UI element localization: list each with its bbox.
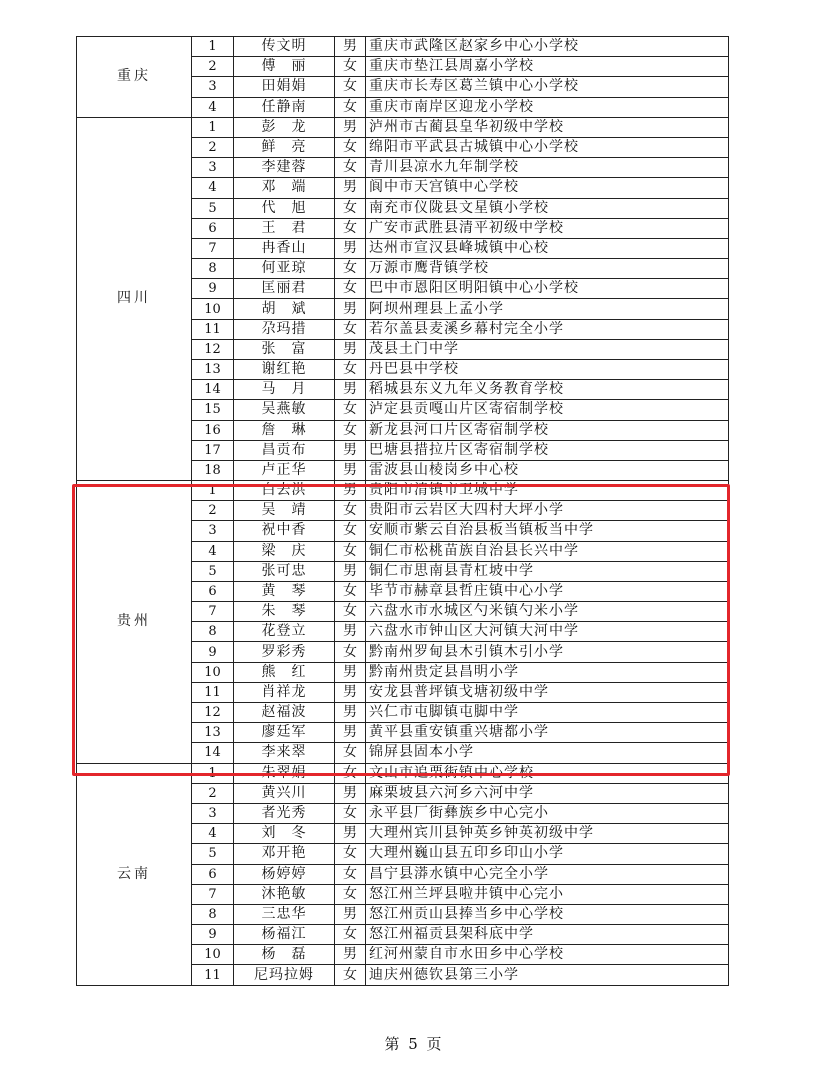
row-number: 18 bbox=[192, 460, 234, 480]
teacher-gender: 男 bbox=[335, 904, 366, 924]
school-name: 稻城县东义九年义务教育学校 bbox=[366, 380, 729, 400]
school-name: 绵阳市平武县古城镇中心小学校 bbox=[366, 137, 729, 157]
teacher-gender: 女 bbox=[335, 319, 366, 339]
row-number: 13 bbox=[192, 723, 234, 743]
row-number: 7 bbox=[192, 884, 234, 904]
row-number: 9 bbox=[192, 925, 234, 945]
teacher-gender: 女 bbox=[335, 259, 366, 279]
province-name: 四川 bbox=[117, 290, 151, 307]
school-name: 雷波县山棱岗乡中心校 bbox=[366, 460, 729, 480]
school-name: 万源市鹰背镇学校 bbox=[366, 259, 729, 279]
teacher-gender: 女 bbox=[335, 77, 366, 97]
school-name: 重庆市垫江县周嘉小学校 bbox=[366, 57, 729, 77]
teacher-gender: 男 bbox=[335, 37, 366, 57]
teacher-name: 卢正华 bbox=[234, 460, 335, 480]
school-name: 六盘水市钟山区大河镇大河中学 bbox=[366, 622, 729, 642]
teacher-name: 梁 庆 bbox=[234, 541, 335, 561]
school-name: 南充市仪陇县文星镇小学校 bbox=[366, 198, 729, 218]
teacher-name: 杨 磊 bbox=[234, 945, 335, 965]
school-name: 黔南州贵定县昌明小学 bbox=[366, 662, 729, 682]
row-number: 5 bbox=[192, 198, 234, 218]
teacher-gender: 女 bbox=[335, 844, 366, 864]
school-name: 迪庆州德钦县第三小学 bbox=[366, 965, 729, 985]
school-name: 红河州蒙自市水田乡中心学校 bbox=[366, 945, 729, 965]
row-number: 3 bbox=[192, 521, 234, 541]
school-name: 毕节市赫章县哲庄镇中心小学 bbox=[366, 581, 729, 601]
teacher-gender: 女 bbox=[335, 198, 366, 218]
teacher-name: 李建蓉 bbox=[234, 158, 335, 178]
teacher-name: 肖祥龙 bbox=[234, 682, 335, 702]
school-name: 黔南州罗甸县木引镇木引小学 bbox=[366, 642, 729, 662]
row-number: 2 bbox=[192, 57, 234, 77]
teacher-name: 任静南 bbox=[234, 97, 335, 117]
teacher-name: 邓 端 bbox=[234, 178, 335, 198]
row-number: 1 bbox=[192, 37, 234, 57]
roster-document bbox=[76, 36, 728, 986]
row-number: 13 bbox=[192, 360, 234, 380]
row-number: 5 bbox=[192, 561, 234, 581]
teacher-name: 白去洪 bbox=[234, 480, 335, 500]
school-name: 贵阳市云岩区大四村大坪小学 bbox=[366, 501, 729, 521]
teacher-gender: 男 bbox=[335, 945, 366, 965]
teacher-name: 黄兴川 bbox=[234, 783, 335, 803]
teacher-name: 沐艳敏 bbox=[234, 884, 335, 904]
teacher-gender: 男 bbox=[335, 460, 366, 480]
school-name: 达州市宣汉县峰城镇中心校 bbox=[366, 238, 729, 258]
school-name: 安龙县普坪镇戈塘初级中学 bbox=[366, 682, 729, 702]
teacher-name: 何亚琼 bbox=[234, 259, 335, 279]
school-name: 黄平县重安镇重兴塘都小学 bbox=[366, 723, 729, 743]
teacher-gender: 男 bbox=[335, 440, 366, 460]
province-cell bbox=[77, 763, 192, 985]
row-number: 1 bbox=[192, 480, 234, 500]
table-row bbox=[77, 763, 729, 783]
teacher-gender: 男 bbox=[335, 380, 366, 400]
row-number: 4 bbox=[192, 541, 234, 561]
school-name: 六盘水市水城区勺米镇勺米小学 bbox=[366, 602, 729, 622]
teacher-gender: 女 bbox=[335, 137, 366, 157]
row-number: 6 bbox=[192, 864, 234, 884]
teacher-gender: 女 bbox=[335, 642, 366, 662]
province-cell bbox=[77, 480, 192, 763]
school-name: 巴塘县措拉片区寄宿制学校 bbox=[366, 440, 729, 460]
province-name: 贵州 bbox=[117, 613, 151, 630]
teacher-gender: 女 bbox=[335, 763, 366, 783]
teacher-name: 三忠华 bbox=[234, 904, 335, 924]
teacher-name: 张可忠 bbox=[234, 561, 335, 581]
teacher-name: 马 月 bbox=[234, 380, 335, 400]
school-name: 广安市武胜县清平初级中学校 bbox=[366, 218, 729, 238]
row-number: 2 bbox=[192, 137, 234, 157]
row-number: 4 bbox=[192, 97, 234, 117]
table-row bbox=[77, 117, 729, 137]
teacher-name: 黄 琴 bbox=[234, 581, 335, 601]
teacher-gender: 女 bbox=[335, 97, 366, 117]
row-number: 8 bbox=[192, 904, 234, 924]
teacher-gender: 男 bbox=[335, 299, 366, 319]
teacher-gender: 女 bbox=[335, 360, 366, 380]
row-number: 5 bbox=[192, 844, 234, 864]
teacher-gender: 女 bbox=[335, 400, 366, 420]
school-name: 怒江州兰坪县啦井镇中心完小 bbox=[366, 884, 729, 904]
teacher-name: 赵福波 bbox=[234, 703, 335, 723]
school-name: 铜仁市思南县青杠坡中学 bbox=[366, 561, 729, 581]
school-name: 巴中市恩阳区明阳镇中心小学校 bbox=[366, 279, 729, 299]
row-number: 7 bbox=[192, 238, 234, 258]
roster-table bbox=[76, 36, 729, 986]
row-number: 12 bbox=[192, 703, 234, 723]
teacher-name: 鲜 亮 bbox=[234, 137, 335, 157]
teacher-gender: 女 bbox=[335, 884, 366, 904]
province-name: 云南 bbox=[117, 865, 151, 882]
teacher-gender: 男 bbox=[335, 682, 366, 702]
teacher-gender: 女 bbox=[335, 218, 366, 238]
school-name: 泸定县贡嘎山片区寄宿制学校 bbox=[366, 400, 729, 420]
teacher-name: 廖廷军 bbox=[234, 723, 335, 743]
teacher-name: 詹 琳 bbox=[234, 420, 335, 440]
school-name: 重庆市南岸区迎龙小学校 bbox=[366, 97, 729, 117]
row-number: 10 bbox=[192, 945, 234, 965]
teacher-name: 彭 龙 bbox=[234, 117, 335, 137]
school-name: 大理州巍山县五印乡印山小学 bbox=[366, 844, 729, 864]
row-number: 14 bbox=[192, 743, 234, 763]
school-name: 泸州市古蔺县皇华初级中学校 bbox=[366, 117, 729, 137]
teacher-gender: 女 bbox=[335, 541, 366, 561]
teacher-gender: 女 bbox=[335, 743, 366, 763]
school-name: 新龙县河口片区寄宿制学校 bbox=[366, 420, 729, 440]
teacher-name: 代 旭 bbox=[234, 198, 335, 218]
province-name: 重庆 bbox=[117, 68, 151, 85]
teacher-gender: 女 bbox=[335, 925, 366, 945]
row-number: 14 bbox=[192, 380, 234, 400]
school-name: 怒江州福贡县架科底中学 bbox=[366, 925, 729, 945]
teacher-name: 李来翠 bbox=[234, 743, 335, 763]
teacher-gender: 男 bbox=[335, 723, 366, 743]
row-number: 12 bbox=[192, 339, 234, 359]
school-name: 若尔盖县麦溪乡幕村完全小学 bbox=[366, 319, 729, 339]
teacher-name: 朱 琴 bbox=[234, 602, 335, 622]
row-number: 11 bbox=[192, 682, 234, 702]
school-name: 锦屏县固本小学 bbox=[366, 743, 729, 763]
teacher-gender: 女 bbox=[335, 965, 366, 985]
row-number: 15 bbox=[192, 400, 234, 420]
teacher-gender: 男 bbox=[335, 703, 366, 723]
teacher-gender: 男 bbox=[335, 824, 366, 844]
row-number: 6 bbox=[192, 218, 234, 238]
school-name: 贵阳市清镇市卫城中学 bbox=[366, 480, 729, 500]
teacher-name: 尕玛措 bbox=[234, 319, 335, 339]
page-number: 第 5 页 bbox=[384, 1035, 444, 1053]
teacher-gender: 男 bbox=[335, 238, 366, 258]
row-number: 16 bbox=[192, 420, 234, 440]
school-name: 茂县土门中学 bbox=[366, 339, 729, 359]
teacher-gender: 女 bbox=[335, 501, 366, 521]
teacher-name: 邓开艳 bbox=[234, 844, 335, 864]
row-number: 10 bbox=[192, 662, 234, 682]
teacher-name: 杨婷婷 bbox=[234, 864, 335, 884]
teacher-name: 祝中香 bbox=[234, 521, 335, 541]
teacher-name: 熊 红 bbox=[234, 662, 335, 682]
school-name: 青川县凉水九年制学校 bbox=[366, 158, 729, 178]
teacher-gender: 男 bbox=[335, 783, 366, 803]
teacher-gender: 女 bbox=[335, 602, 366, 622]
teacher-name: 罗彩秀 bbox=[234, 642, 335, 662]
teacher-name: 胡 斌 bbox=[234, 299, 335, 319]
row-number: 2 bbox=[192, 501, 234, 521]
row-number: 9 bbox=[192, 279, 234, 299]
teacher-name: 传文明 bbox=[234, 37, 335, 57]
teacher-name: 者光秀 bbox=[234, 803, 335, 823]
teacher-gender: 男 bbox=[335, 561, 366, 581]
row-number: 7 bbox=[192, 602, 234, 622]
school-name: 永平县厂街彝族乡中心完小 bbox=[366, 803, 729, 823]
row-number: 1 bbox=[192, 117, 234, 137]
row-number: 17 bbox=[192, 440, 234, 460]
teacher-name: 朱翠娟 bbox=[234, 763, 335, 783]
teacher-gender: 女 bbox=[335, 521, 366, 541]
teacher-gender: 女 bbox=[335, 581, 366, 601]
school-name: 丹巴县中学校 bbox=[366, 360, 729, 380]
teacher-name: 花登立 bbox=[234, 622, 335, 642]
teacher-gender: 女 bbox=[335, 420, 366, 440]
school-name: 文山市追栗街镇中心学校 bbox=[366, 763, 729, 783]
teacher-name: 谢红艳 bbox=[234, 360, 335, 380]
school-name: 铜仁市松桃苗族自治县长兴中学 bbox=[366, 541, 729, 561]
teacher-name: 尼玛拉姆 bbox=[234, 965, 335, 985]
teacher-name: 刘 冬 bbox=[234, 824, 335, 844]
province-cell bbox=[77, 117, 192, 480]
row-number: 11 bbox=[192, 965, 234, 985]
school-name: 重庆市武隆区赵家乡中心小学校 bbox=[366, 37, 729, 57]
row-number: 1 bbox=[192, 763, 234, 783]
teacher-gender: 男 bbox=[335, 117, 366, 137]
teacher-name: 冉香山 bbox=[234, 238, 335, 258]
teacher-name: 匡丽君 bbox=[234, 279, 335, 299]
row-number: 6 bbox=[192, 581, 234, 601]
school-name: 兴仁市屯脚镇屯脚中学 bbox=[366, 703, 729, 723]
row-number: 8 bbox=[192, 622, 234, 642]
teacher-gender: 男 bbox=[335, 480, 366, 500]
school-name: 重庆市长寿区葛兰镇中心小学校 bbox=[366, 77, 729, 97]
row-number: 2 bbox=[192, 783, 234, 803]
school-name: 大理州宾川县钟英乡钟英初级中学 bbox=[366, 824, 729, 844]
teacher-name: 张 富 bbox=[234, 339, 335, 359]
school-name: 昌宁县漭水镇中心完全小学 bbox=[366, 864, 729, 884]
teacher-name: 昌贡布 bbox=[234, 440, 335, 460]
table-row bbox=[77, 480, 729, 500]
row-number: 10 bbox=[192, 299, 234, 319]
teacher-gender: 女 bbox=[335, 57, 366, 77]
teacher-name: 田娟娟 bbox=[234, 77, 335, 97]
teacher-name: 吴燕敏 bbox=[234, 400, 335, 420]
school-name: 安顺市紫云自治县板当镇板当中学 bbox=[366, 521, 729, 541]
teacher-name: 傅 丽 bbox=[234, 57, 335, 77]
row-number: 9 bbox=[192, 642, 234, 662]
teacher-gender: 男 bbox=[335, 622, 366, 642]
teacher-name: 王 君 bbox=[234, 218, 335, 238]
teacher-gender: 女 bbox=[335, 158, 366, 178]
table-row bbox=[77, 37, 729, 57]
row-number: 4 bbox=[192, 824, 234, 844]
teacher-gender: 男 bbox=[335, 662, 366, 682]
row-number: 8 bbox=[192, 259, 234, 279]
row-number: 3 bbox=[192, 158, 234, 178]
school-name: 麻栗坡县六河乡六河中学 bbox=[366, 783, 729, 803]
school-name: 阆中市天宫镇中心学校 bbox=[366, 178, 729, 198]
teacher-name: 吴 靖 bbox=[234, 501, 335, 521]
province-cell bbox=[77, 37, 192, 118]
row-number: 3 bbox=[192, 803, 234, 823]
row-number: 11 bbox=[192, 319, 234, 339]
teacher-gender: 男 bbox=[335, 339, 366, 359]
teacher-name: 杨福江 bbox=[234, 925, 335, 945]
teacher-gender: 男 bbox=[335, 178, 366, 198]
teacher-gender: 女 bbox=[335, 279, 366, 299]
roster-table-body bbox=[77, 37, 729, 986]
row-number: 3 bbox=[192, 77, 234, 97]
school-name: 阿坝州理县上孟小学 bbox=[366, 299, 729, 319]
teacher-gender: 女 bbox=[335, 803, 366, 823]
row-number: 4 bbox=[192, 178, 234, 198]
teacher-gender: 女 bbox=[335, 864, 366, 884]
school-name: 怒江州贡山县捧当乡中心学校 bbox=[366, 904, 729, 924]
